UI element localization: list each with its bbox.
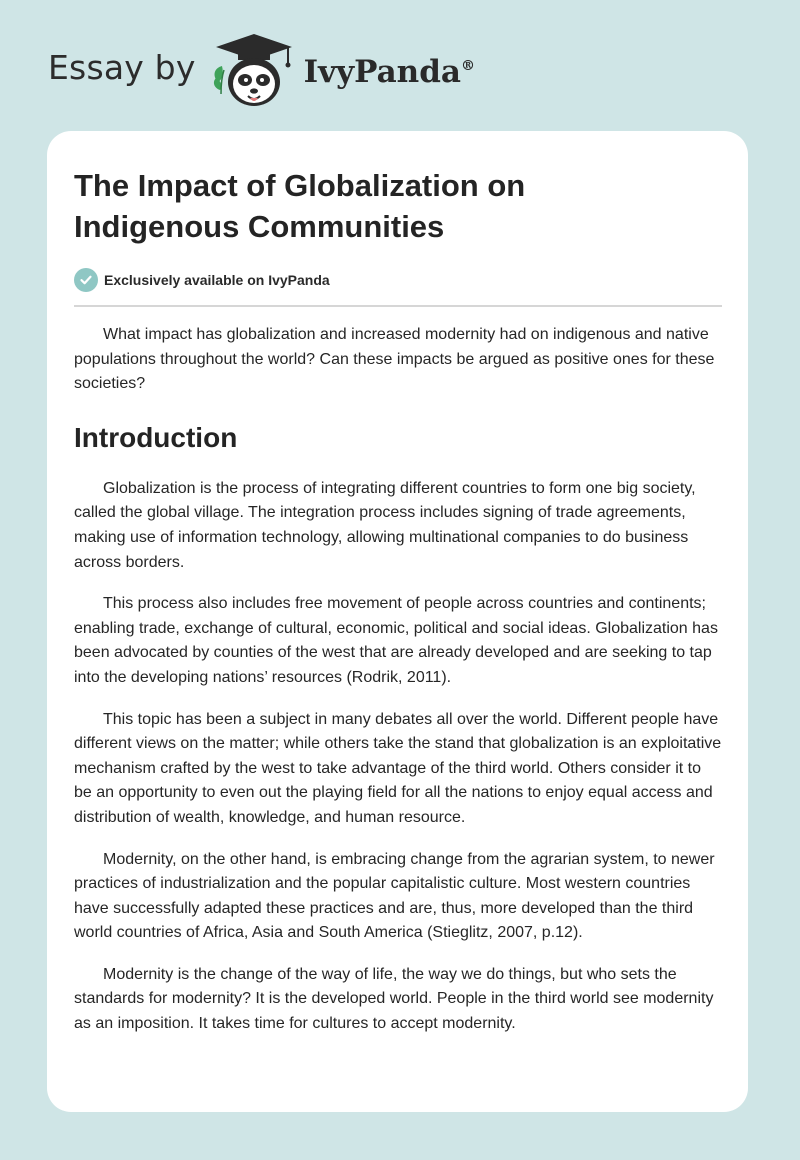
check-icon [74,268,98,292]
body-paragraph: This process also includes free movement of people across countries and continents; enabling trade, exchange of cultural, economic, political and social ideas. Globalization has been advocated by counties of the west that are already developed and are seeking to tap into the developing nations’ resources (Rodrik, 2011). [74,595,718,686]
page-title: The Impact of Globalization on Indigenous Communities [74,168,526,244]
section-heading: Introduction [74,421,238,453]
intro-question: What impact has globalization and increased modernity had on indigenous and native populations throughout the world? Can these impacts be argued as positive ones for these societies? [74,326,715,393]
panda-graduate-icon [210,30,298,110]
body-paragraph: Modernity, on the other hand, is embracing change from the agrarian system, to newer practices of industrialization and the popular capitalistic culture. Most western countries have successfully adapted these practices and are, thus, more developed than the third world countries of Africa, Asia and South America (Stieglitz, 2007, p.12). [74,850,715,942]
exclusive-label: Exclusively available on IvyPanda [104,272,330,288]
leaf-icon [213,66,223,94]
body-paragraph: This topic has been a subject in many debates all over the world. Different people have different views on the matter; while others take the stand that globalization is an exploitative mechanism crafted by the west to take advantage of the third world. Others consider it to be an opportunity to even out the playing field for all the nations to enjoy equal access and distribution of wealth, knowledge, and human resource. [74,710,722,826]
body-paragraph: Globalization is the process of integrating different countries to form one big society, called the global village. The integration process includes signing of trade agreements, making use of information technology, allowing multinational companies to do business across borders. [74,479,696,571]
brand-header [48,30,475,110]
exclusive-banner [74,268,722,307]
brand-name: IvyPanda® [303,54,475,90]
essay-card [47,131,748,1112]
body-paragraph: Modernity is the change of the way of life, the way we do things, but who sets the standards for modernity? It is the developed world. People in the third world see modernity as an imposition. It takes time for cultures to accept modernity. [74,965,714,1033]
registered-mark: ® [460,58,475,74]
essay-by-label: Essay by [48,47,196,87]
